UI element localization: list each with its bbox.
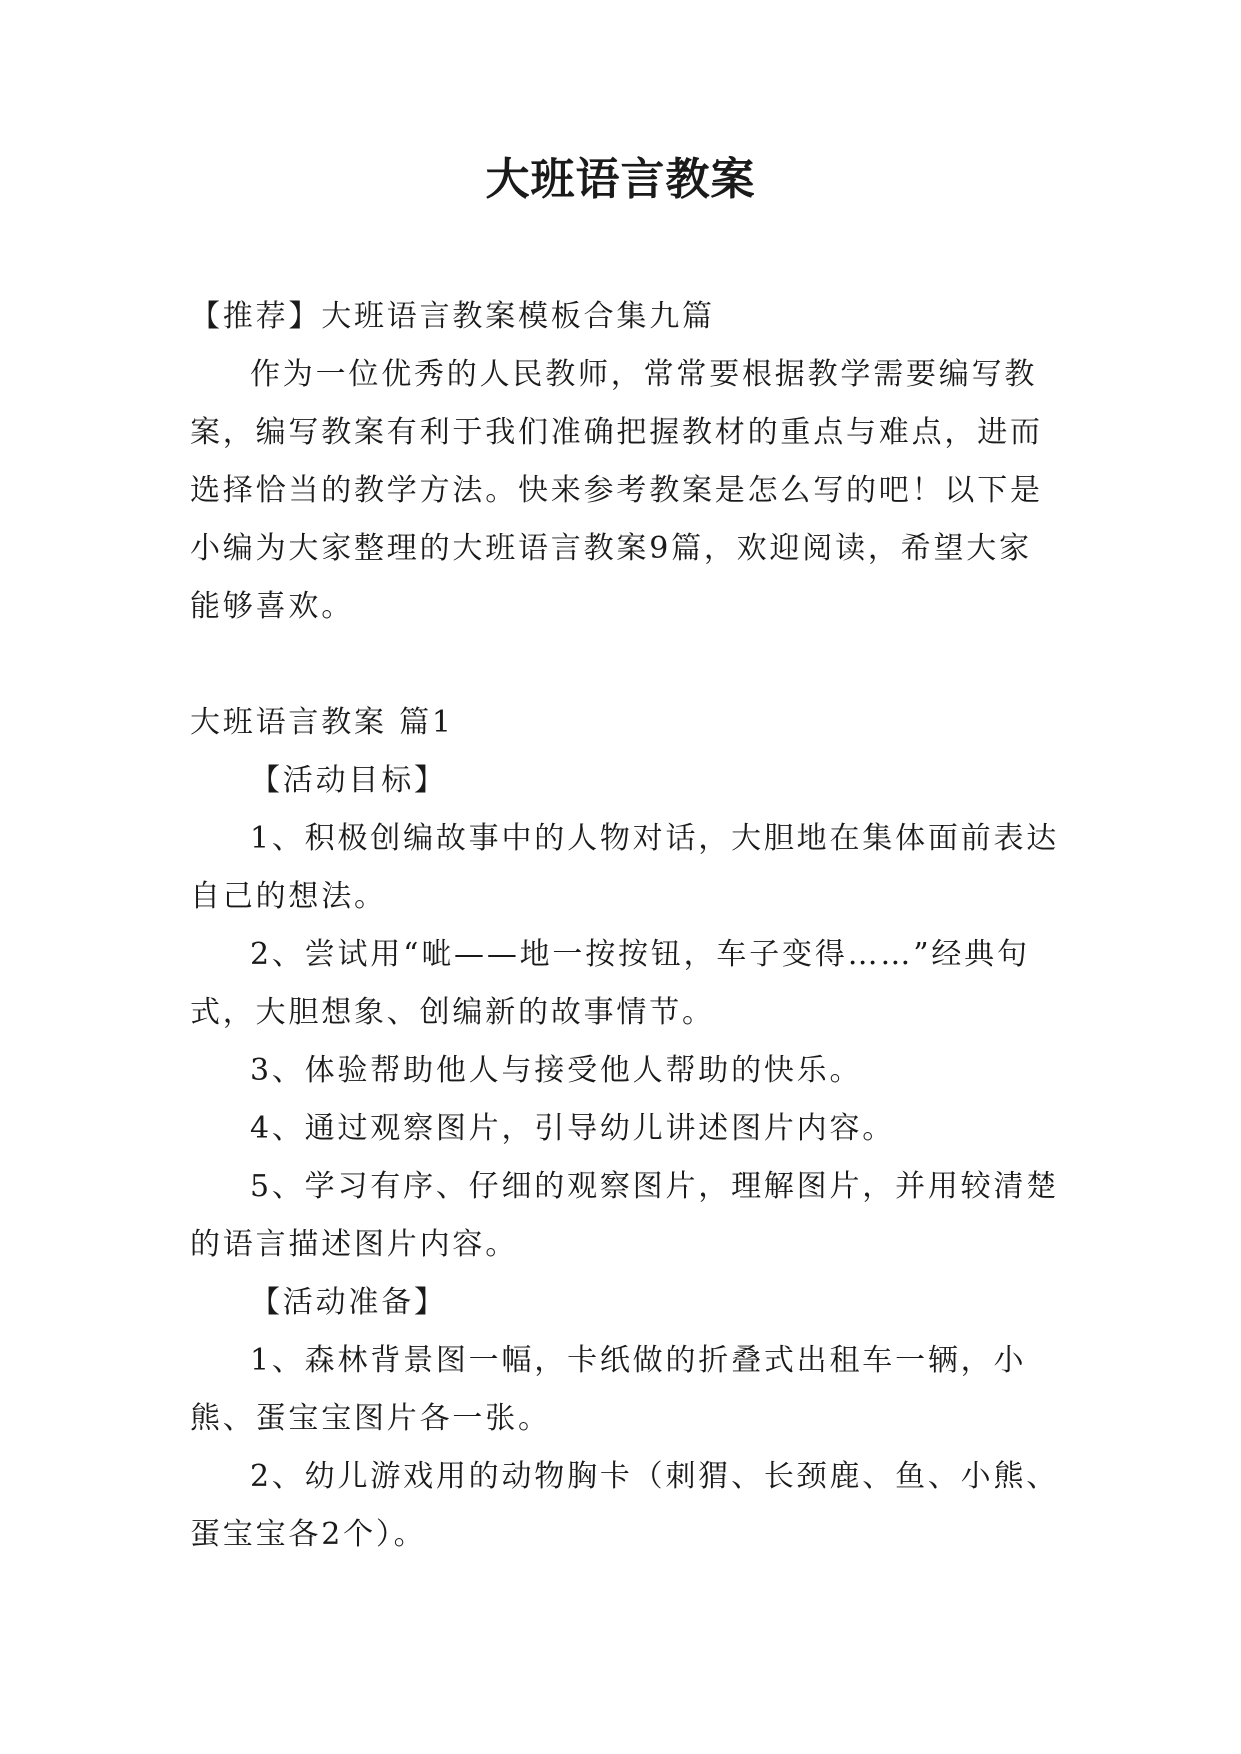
- goal-item: 2、尝试用“呲——地一按按钮，车子变得……”经典句式，大胆想象、创编新的故事情节。: [190, 937, 1030, 1030]
- prep-item: 1、森林背景图一幅，卡纸做的折叠式出租车一辆，小熊、蛋宝宝图片各一张。: [190, 1343, 1027, 1436]
- intro-paragraph: 作为一位优秀的人民教师，常常要根据教学需要编写教案，编写教案有利于我们准确把握教材的重点与难点，进而选择恰当的教学方法。快来参考教案是怎么写的吧！以下是小编为大家整理的大班语言教案9篇，欢迎阅读，希望大家能够喜欢。: [190, 357, 1043, 624]
- goal-item: 4、通过观察图片，引导幼儿讲述图片内容。: [250, 1111, 896, 1146]
- goal-item: 1、积极创编故事中的人物对话，大胆地在集体面前表达自己的想法。: [190, 821, 1060, 914]
- goals-heading: 【活动目标】: [250, 763, 447, 798]
- recommend-line: 【推荐】大班语言教案模板合集九篇: [190, 299, 715, 334]
- prep-item: 2、幼儿游戏用的动物胸卡（刺猬、长颈鹿、鱼、小熊、蛋宝宝各2个）。: [190, 1459, 1060, 1552]
- goal-item: 3、体验帮助他人与接受他人帮助的快乐。: [250, 1053, 863, 1088]
- goal-item: 5、学习有序、仔细的观察图片，理解图片，并用较清楚的语言描述图片内容。: [190, 1169, 1060, 1262]
- section-heading: 大班语言教案 篇1: [190, 705, 454, 740]
- prep-heading: 【活动准备】: [250, 1285, 447, 1320]
- document-title: 大班语言教案: [485, 154, 756, 205]
- document-body: [190, 288, 1060, 1564]
